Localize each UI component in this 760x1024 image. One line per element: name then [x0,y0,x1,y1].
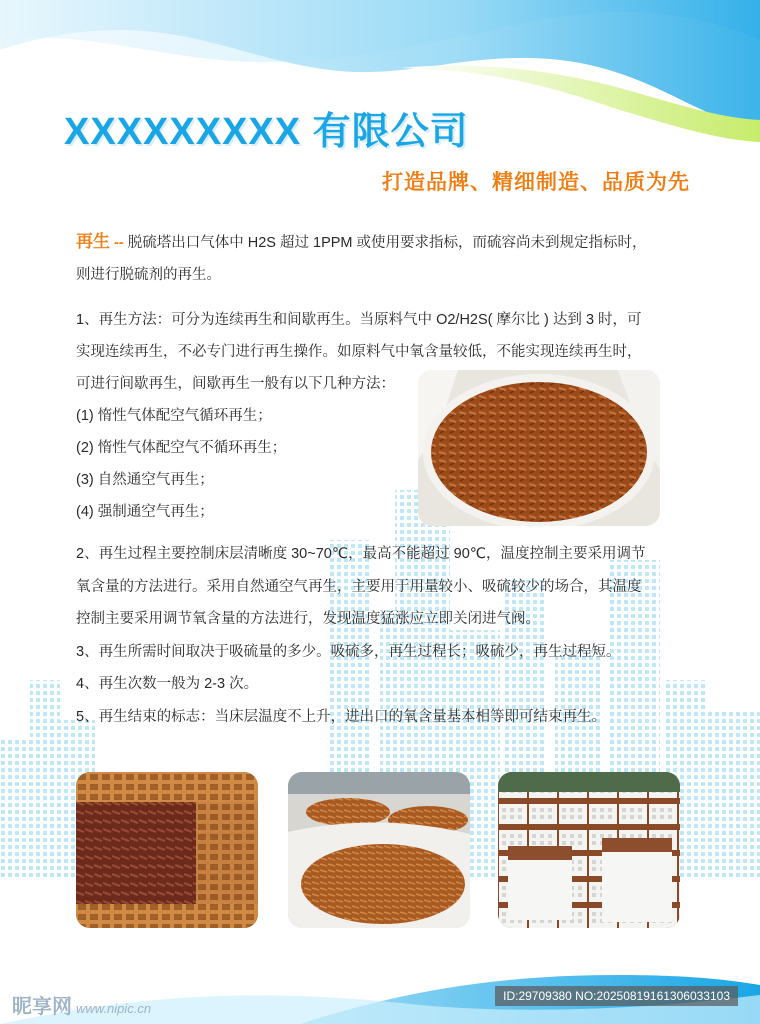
section2-line: 控制主要采用调节氧含量的方法进行，发现温度猛涨应立即关闭进气阀。 [76,611,540,627]
watermark-url: www.nipic.cn [76,1001,152,1016]
intro-line-1 [76,226,691,259]
image-id-bar: ID:29709380 NO:20250819161306033103 [495,986,738,1006]
intro-line-2: 则进行脱硫剂的再生。 [76,267,221,283]
watermark [12,990,151,1019]
section1-line: 实现连续再生，不必专门进行再生操作。如原料气中氧含量较低，不能实现连续再生时， [76,344,642,360]
slogan: 打造品牌、精细制造、品质为先 [382,171,690,194]
section2-line: 氧含量的方法进行。采用自然通空气再生，主要用于用量较小、吸硫较少的场合，其温度 [76,578,642,595]
method-item: (2) 惰性气体配空气不循环再生； [76,440,287,456]
section1-line: 可进行间歇再生，间歇再生一般有以下几种方法： [76,376,395,392]
lead-separator: -- [110,235,128,251]
method-item: (3) 自然通空气再生； [76,472,214,488]
intro-text-1: 脱硫塔出口气体中 H2S 超过 1PPM 或使用要求指标，而硫容尚未到规定指标时， [127,235,647,251]
crates-closeup-photo [76,772,258,928]
section2-line: 2、再生过程主要控制床层清晰度 30~70℃，最高不能超过 90℃，温度控制主要采用调节 [76,546,646,562]
section1-line: 1、再生方法：可分为连续再生和间歇再生。当原料气中 O2/H2S( 摩尔比 ) 达到 3 时，可 [76,312,642,328]
section2-line: 4、再生次数一般为 2-3 次。 [76,676,259,692]
pellets-bag-photo [418,370,660,526]
warehouse-crates-photo [498,772,680,928]
section2 [76,538,696,733]
method-item: (1) 惰性气体配空气循环再生； [76,408,272,424]
section2-line: 3、再生所需时间取决于吸硫量的多少。吸硫多，再生过程长；吸硫少，再生过程短。 [76,643,621,660]
method-item: (4) 强制通空气再生； [76,504,214,520]
watermark-text: 昵享网 [12,996,72,1018]
section2-line: 5、再生结束的标志：当床层温度不上升，进出口的氧含量基本相等即可结束再生。 [76,708,607,725]
lead-title: 再生 [76,232,110,251]
company-title: XXXXXXXXX 有限公司 [64,111,469,153]
sacks-photo [288,772,470,928]
